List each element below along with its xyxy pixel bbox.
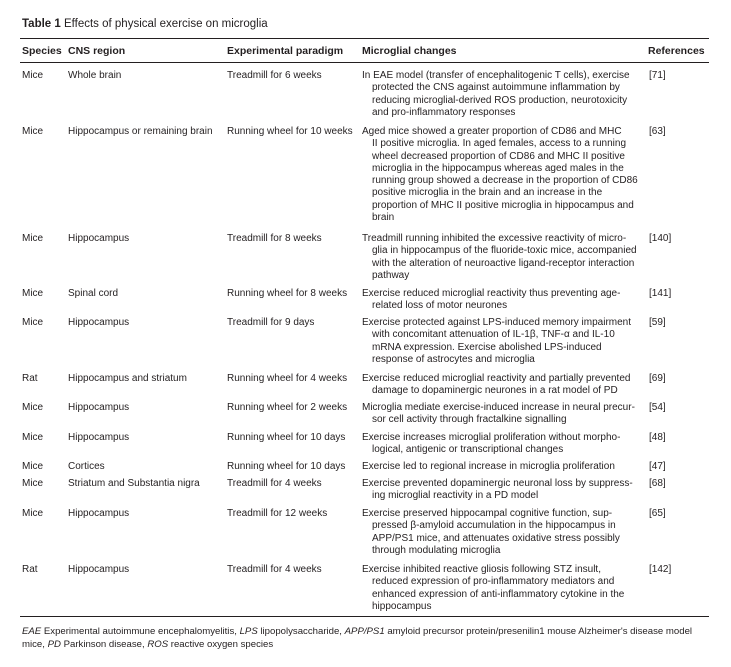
- header-microglial-changes: Microglial changes: [362, 45, 457, 57]
- cell-species: Mice: [22, 126, 44, 137]
- changes-continuation: damage to dopaminergic neurones in a rat model of PD: [372, 385, 618, 397]
- cell-experimental-paradigm: Treadmill for 4 weeks: [227, 478, 322, 489]
- cell-microglial-changes: [362, 508, 642, 557]
- changes-first-line: Exercise increases microglial proliferation without morpho-: [362, 432, 621, 443]
- header-species: Species: [22, 45, 62, 57]
- footnote-abbreviation: ROS: [147, 639, 169, 650]
- changes-continuation: ing microglial reactivity in a PD model: [372, 490, 539, 502]
- cell-species: Mice: [22, 432, 44, 443]
- cell-microglial-changes: [362, 461, 642, 473]
- cell-microglial-changes: [362, 317, 642, 366]
- cell-experimental-paradigm: Running wheel for 10 weeks: [227, 126, 353, 137]
- changes-first-line: Exercise reduced microglial reactivity thus preventing age-: [362, 288, 621, 299]
- header-cns-region: CNS region: [68, 45, 126, 57]
- cell-species: Mice: [22, 461, 44, 472]
- table-title: Effects of physical exercise on microglia: [63, 18, 268, 30]
- changes-continuation: with concomitant attenuation of IL-1β, TNF-α and IL-10 mRNA expression. Exercise abolished LPS-induced response of astrocytes and microglia: [372, 329, 615, 365]
- footnote-abbreviation: PD: [47, 639, 61, 650]
- cell-experimental-paradigm: Running wheel for 4 weeks: [227, 373, 348, 384]
- cell-species: Mice: [22, 402, 44, 413]
- cell-reference: [59]: [649, 317, 666, 328]
- table-caption: [22, 18, 268, 30]
- cell-cns-region: Hippocampus: [68, 233, 130, 244]
- header-rule: [20, 62, 709, 63]
- cell-cns-region: Hippocampus: [68, 432, 130, 443]
- cell-reference: [65]: [649, 508, 666, 519]
- changes-continuation: logical, antigenic or transcriptional changes: [372, 444, 564, 456]
- cell-reference: [69]: [649, 373, 666, 384]
- cell-species: Mice: [22, 70, 44, 81]
- cell-experimental-paradigm: Treadmill for 4 weeks: [227, 564, 322, 575]
- changes-first-line: Exercise preserved hippocampal cognitive function, sup-: [362, 508, 613, 519]
- changes-first-line: Exercise inhibited reactive gliosis following STZ insult,: [362, 564, 601, 575]
- cell-cns-region: Cortices: [68, 461, 105, 472]
- cell-species: Mice: [22, 317, 44, 328]
- cell-reference: [71]: [649, 70, 666, 81]
- changes-first-line: Exercise led to regional increase in microglia proliferation: [362, 461, 615, 472]
- cell-microglial-changes: [362, 288, 642, 313]
- footnote-abbreviation: EAE: [22, 626, 42, 637]
- changes-first-line: Microglia mediate exercise-induced increase in neural precur-: [362, 402, 635, 413]
- cell-species: Rat: [22, 373, 38, 384]
- changes-continuation: protected the CNS against autoimmune inflammation by reducing microglial-derived ROS production, neurotoxicity and pro-inflammatory responses: [372, 82, 628, 118]
- cell-experimental-paradigm: Treadmill for 6 weeks: [227, 70, 322, 81]
- cell-reference: [142]: [649, 564, 672, 575]
- cell-experimental-paradigm: Treadmill for 8 weeks: [227, 233, 322, 244]
- cell-species: Mice: [22, 478, 44, 489]
- header-references: References: [648, 45, 705, 57]
- footnote-definition: lipopolysaccharide,: [257, 626, 345, 637]
- cell-microglial-changes: [362, 233, 642, 282]
- changes-continuation: reduced expression of pro-inflammatory mediators and enhanced expression of anti-inflammatory cytokine in the hippocampus: [372, 576, 625, 612]
- cell-microglial-changes: [362, 126, 642, 224]
- cell-experimental-paradigm: Running wheel for 2 weeks: [227, 402, 348, 413]
- cell-species: Rat: [22, 564, 38, 575]
- cell-cns-region: Whole brain: [68, 70, 122, 81]
- cell-species: Mice: [22, 288, 44, 299]
- cell-reference: [140]: [649, 233, 672, 244]
- cell-reference: [54]: [649, 402, 666, 413]
- changes-continuation: sor cell activity through fractalkine signalling: [372, 414, 567, 426]
- cell-cns-region: Hippocampus or remaining brain: [68, 126, 213, 137]
- cell-reference: [48]: [649, 432, 666, 443]
- cell-species: Mice: [22, 233, 44, 244]
- changes-first-line: Exercise reduced microglial reactivity and partially prevented: [362, 373, 631, 384]
- changes-first-line: Exercise protected against LPS-induced memory impairment: [362, 317, 632, 328]
- cell-cns-region: Spinal cord: [68, 288, 119, 299]
- table-label: Table 1: [22, 18, 61, 30]
- footnote-abbreviation: LPS: [239, 626, 258, 637]
- top-rule: [20, 38, 709, 39]
- changes-first-line: Exercise prevented dopaminergic neuronal loss by suppress-: [362, 478, 633, 489]
- cell-microglial-changes: [362, 373, 642, 398]
- footnote-definition: Experimental autoimmune encephalomyelitis,: [41, 626, 240, 637]
- cell-reference: [63]: [649, 126, 666, 137]
- cell-cns-region: Hippocampus: [68, 564, 130, 575]
- cell-cns-region: Hippocampus: [68, 317, 130, 328]
- cell-microglial-changes: [362, 478, 642, 503]
- cell-microglial-changes: [362, 402, 642, 427]
- cell-experimental-paradigm: Treadmill for 12 weeks: [227, 508, 328, 519]
- cell-cns-region: Striatum and Substantia nigra: [68, 478, 200, 489]
- cell-cns-region: Hippocampus: [68, 402, 130, 413]
- header-experimental-paradigm: Experimental paradigm: [227, 45, 344, 57]
- cell-microglial-changes: [362, 432, 642, 457]
- changes-continuation: glia in hippocampus of the fluoride-toxic mice, accompanied with the alteration of neuroactive ligand-receptor interaction pathway: [372, 245, 637, 281]
- cell-experimental-paradigm: Running wheel for 10 days: [227, 461, 346, 472]
- bottom-rule: [20, 616, 709, 617]
- footnote-definition: Parkinson disease,: [60, 639, 148, 650]
- footnote-definition: reactive oxygen species: [168, 639, 274, 650]
- table-footnote: [22, 625, 712, 651]
- cell-microglial-changes: [362, 70, 642, 119]
- cell-experimental-paradigm: Treadmill for 9 days: [227, 317, 315, 328]
- cell-reference: [68]: [649, 478, 666, 489]
- changes-first-line: Treadmill running inhibited the excessive reactivity of micro-: [362, 233, 627, 244]
- changes-first-line: Aged mice showed a greater proportion of CD86 and MHC: [362, 126, 622, 137]
- cell-cns-region: Hippocampus and striatum: [68, 373, 187, 384]
- cell-reference: [47]: [649, 461, 666, 472]
- cell-experimental-paradigm: Running wheel for 10 days: [227, 432, 346, 443]
- changes-continuation: related loss of motor neurones: [372, 300, 508, 312]
- cell-microglial-changes: [362, 564, 642, 613]
- cell-reference: [141]: [649, 288, 672, 299]
- footnote-abbreviation: APP/PS1: [344, 626, 385, 637]
- cell-species: Mice: [22, 508, 44, 519]
- changes-continuation: pressed β-amyloid accumulation in the hippocampus in APP/PS1 mice, and attenuates oxidative stress possibly through modulating microglia: [372, 520, 620, 556]
- cell-experimental-paradigm: Running wheel for 8 weeks: [227, 288, 348, 299]
- changes-continuation: II positive microglia. In aged females, access to a running wheel decreased proportion of CD86 and MHC II positive microglia in the hippocampus whereas aged males in the running group showed a decrease in the proportion of CD86 positive microglia in the brain and an increase in the proportion of MHC II positive microglia in hippocampus and brain: [372, 138, 638, 224]
- changes-first-line: In EAE model (transfer of encephalitogenic T cells), exercise: [362, 70, 630, 81]
- footnote-definition: amyloid precursor protein/presenilin1 mouse Alzheimer's disease model mice,: [22, 626, 693, 650]
- cell-cns-region: Hippocampus: [68, 508, 130, 519]
